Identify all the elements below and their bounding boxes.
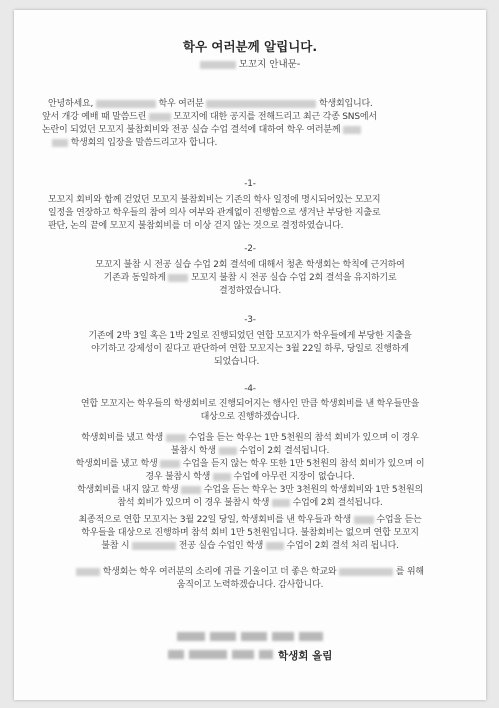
redacted-signature-line [14, 626, 486, 645]
redacted-text [272, 499, 290, 507]
redacted-text [52, 139, 68, 147]
section-1-paragraph [48, 194, 458, 233]
signature-line [14, 644, 486, 663]
final-line: 전공 실습 수업인 학생 [178, 541, 264, 551]
redacted-text [177, 632, 205, 641]
section-line: 학생회비를 냈고 학생 [81, 433, 164, 443]
intro-line: 학생회입니다. [318, 99, 373, 109]
section-number: -3- [244, 315, 256, 325]
intro-line: 모꼬지에 대한 공지를 전해드리고 최근 각종 SNS에서 [173, 112, 377, 122]
section-line: 기존에 2박 3일 혹은 1박 2일로 진행되었던 연합 모꼬지가 학우들에게 부당한 지출을 [88, 331, 412, 341]
intro-line: 학생회의 입장을 말씀드리고자 합니다. [70, 138, 218, 148]
redacted-text [266, 542, 284, 550]
closing-line: 움직이고 노력하겠습니다. 감사합니다. [176, 580, 324, 590]
section-4-paragraph [14, 398, 486, 510]
closing-line: 학생회는 학우 여러분의 소리에 귀를 기울이고 더 좋은 학교와 [102, 567, 337, 577]
redacted-text [241, 632, 267, 641]
redacted-text [299, 632, 323, 641]
redacted-text [354, 516, 374, 524]
signature: 학생회 올림 [278, 650, 333, 662]
section-number: -4- [244, 384, 256, 394]
section-2-paragraph [14, 259, 486, 298]
section-3-paragraph [14, 330, 486, 369]
redacted-text [219, 447, 237, 455]
notice-paper [14, 10, 486, 700]
section-line: 참석 회비가 있으며 이 경우 불참시 학생 [117, 498, 270, 508]
redacted-text [96, 100, 156, 108]
section-number: -2- [244, 244, 256, 254]
final-line: 최종적으로 연합 모꼬지는 3월 22일 당일, 학생회비를 낸 학우들과 학생 [78, 515, 352, 525]
section-line: 대상으로 진행하겠습니다. [200, 412, 300, 422]
section-line: 수업에 2회 결석됩니다. [292, 498, 383, 508]
redacted-text [272, 632, 294, 641]
section-line: 야기하고 강제성이 짙다고 판단하여 연합 모꼬지는 3월 22일 하루, 당일로 진행하게 [91, 344, 409, 354]
notice-subtitle [14, 56, 486, 70]
redacted-text [168, 650, 184, 659]
redacted-text [166, 434, 186, 442]
final-line: 학우들을 대상으로 진행하며 참석 회비 1만 5천원입니다. 불참회비는 없으며 연합 모꼬지 [81, 528, 419, 538]
section-line: 학생회비를 냈고 학생 [75, 459, 158, 469]
redacted-text [339, 568, 393, 576]
redacted-text [343, 126, 361, 134]
redacted-text [149, 113, 171, 121]
redacted-text [189, 650, 227, 659]
section-line: 모꼬지 회비와 함께 걷었던 모꼬지 불참회비는 기존의 학사 일정에 명시되어있는 모꼬지 [48, 195, 381, 205]
section-line: 수업을 듣지 않는 학우 또한 1만 5천원의 참석 회비가 있으며 이 [182, 459, 425, 469]
redacted-text [132, 542, 176, 550]
redacted-text [232, 650, 254, 659]
intro-line: 앞서 개강 예배 때 말씀드린 [42, 112, 147, 122]
section-line: 판단, 논의 끝에 모꼬지 불참회비를 더 이상 걷지 않는 것으로 결정하였습니다. [48, 221, 344, 231]
redacted-text [181, 486, 201, 494]
section-line: 불참시 학생 [170, 446, 216, 456]
section-line: 학생회비를 내지 않고 학생 [77, 485, 179, 495]
section-line: 수업에 아무런 지장이 없습니다. [233, 472, 355, 482]
final-line: 수업이 2회 결석 처리 됩니다. [286, 541, 399, 551]
intro-paragraph [42, 98, 462, 150]
redacted-text [213, 473, 231, 481]
section-line: 수업을 듣는 학우는 1만 5천원의 참석 회비가 있으며 이 경우 [188, 433, 419, 443]
closing-line: 를 위해 [395, 567, 424, 577]
final-line: 불참 시 [101, 541, 130, 551]
section-line: 연합 모꼬지는 학우들의 학생회비로 진행되어지는 행사인 만큼 학생회비를 낸 학우들만을 [80, 399, 420, 409]
section-line: 수업을 듣는 학우는 3만 3천원의 학생회비와 1만 5천원의 [203, 485, 423, 495]
closing-paragraph [14, 566, 486, 592]
redacted-text [200, 61, 236, 69]
section-number: -1- [244, 179, 256, 189]
section-line: 수업이 2회 결석됩니다. [239, 446, 330, 456]
subtitle-text: 모꼬지 안내문- [238, 59, 301, 70]
redacted-text [76, 568, 100, 576]
notice-title: 학우 여러분께 알립니다. [182, 39, 318, 54]
redacted-text [210, 632, 236, 641]
section-line: 모꼬지 불참 시 전공 실습 수업 2회 결석에 대해서 청촌 학생회는 학칙에 근거하여 [95, 260, 405, 270]
section-line: 경우 불참시 학생 [145, 472, 211, 482]
redacted-text [160, 460, 180, 468]
redacted-text [259, 650, 273, 659]
intro-line: 안녕하세요, [48, 99, 94, 109]
intro-line: 논란이 되었던 모꼬지 불참회비와 전공 실습 수업 결석에 대하여 학우 여러분께 [42, 125, 341, 135]
redacted-text [168, 274, 188, 282]
final-line: 수업을 듣는 [376, 515, 422, 525]
final-paragraph [14, 514, 486, 553]
section-line: 모꼬지 불참 시 전공 실습 수업 2회 결석을 유지하기로 [191, 273, 397, 283]
section-line: 기존과 동일하게 [103, 273, 166, 283]
section-line: 일정을 연장하고 학우들의 참여 의사 여부와 관계없이 진행함으로 생겨난 부당한 지출로 [48, 208, 381, 218]
intro-line: 학우 여러분 [158, 99, 204, 109]
section-line: 되었습니다. [214, 357, 260, 367]
section-line: 결정하였습니다. [218, 286, 282, 296]
redacted-text [206, 100, 316, 108]
